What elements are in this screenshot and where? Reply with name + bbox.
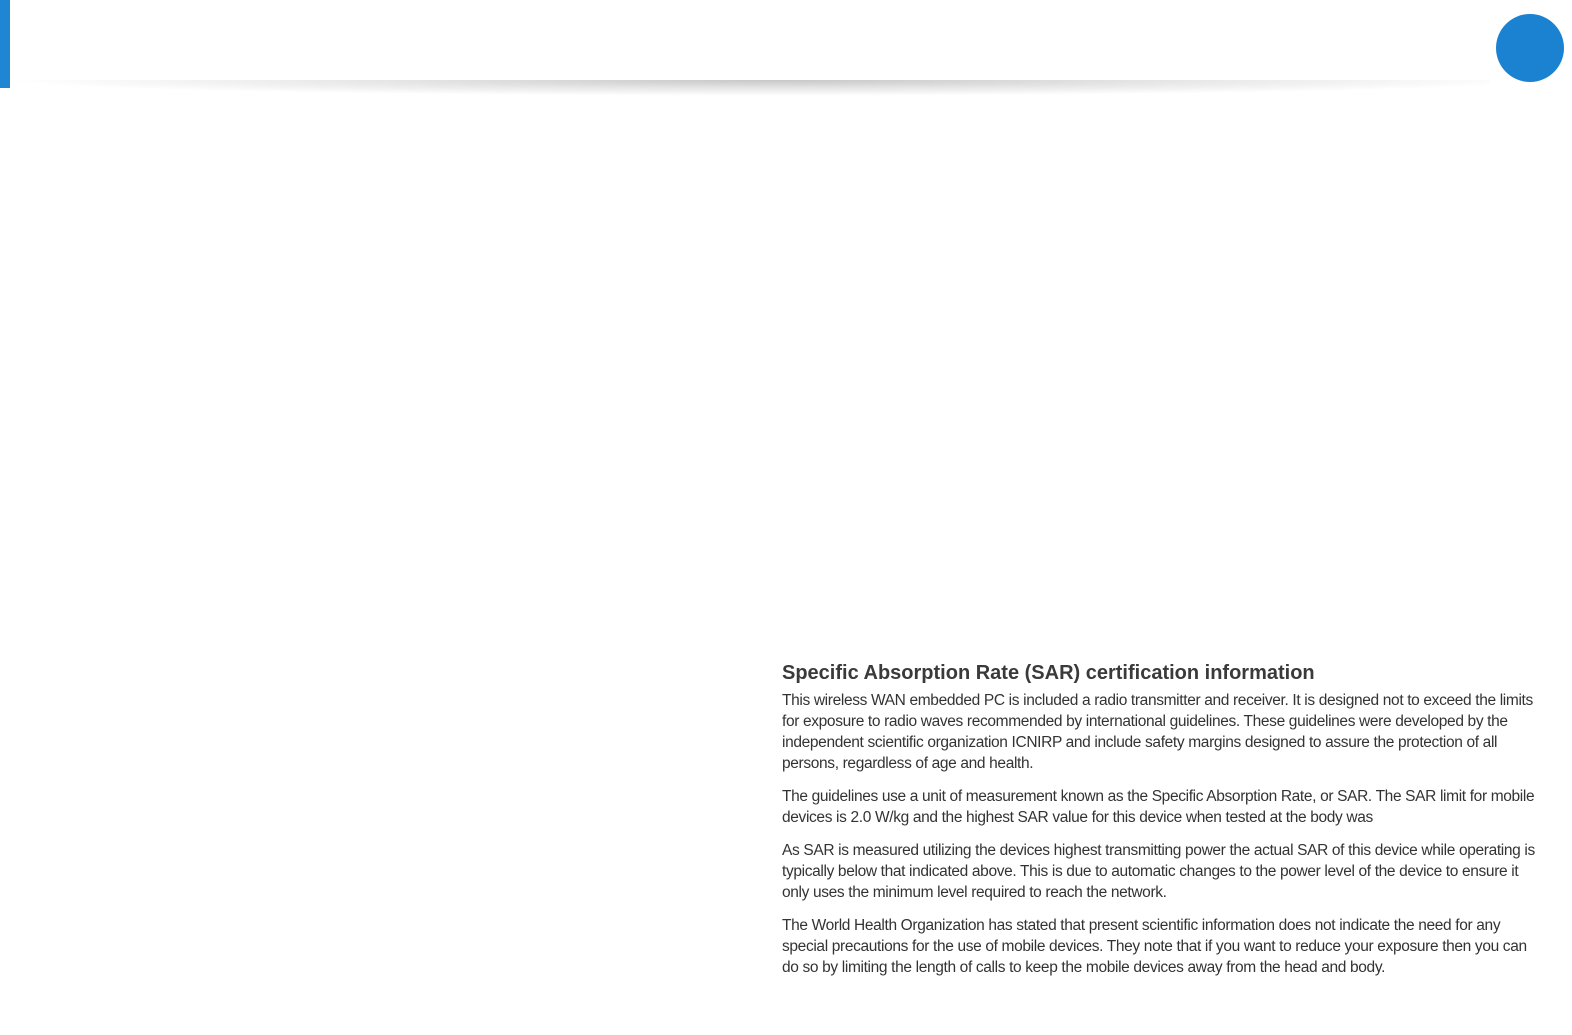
section-title: Specific Absorption Rate (SAR) certification information: [782, 662, 1315, 684]
header-accent-bar: [0, 0, 10, 88]
sar-section: [782, 660, 1547, 978]
paragraph-radio-transmitter: This wireless WAN embedded PC is included a radio transmitter and receiver. It is designed not to exceed the limits for exposure to radio waves recommended by international guidelines. These guidelines were developed by the independent scientific organization ICNIRP and include safety margins designed to assure the protection of all persons, regardless of age and health.: [782, 692, 1533, 772]
header-divider: [0, 80, 1490, 96]
page-number-badge: [1496, 14, 1564, 82]
paragraph-transmitting-power: As SAR is measured utilizing the devices highest transmitting power the actual SAR of this device while operating is typically below that indicated above. This is due to automatic changes to the power level of the device to ensure it only uses the minimum level required to reach the network.: [782, 842, 1535, 901]
paragraph-who-statement: The World Health Organization has stated that present scientific information does not indicate the need for any special precautions for the use of mobile devices. They note that if you want to reduce your exposure then you can do so by limiting the length of calls to keep the mobile devices away from the head and body.: [782, 917, 1527, 976]
paragraph-sar-limit: The guidelines use a unit of measurement known as the Specific Absorption Rate, or SAR. The SAR limit for mobile devices is 2.0 W/kg and the highest SAR value for this device when tested at the body was: [782, 788, 1535, 826]
